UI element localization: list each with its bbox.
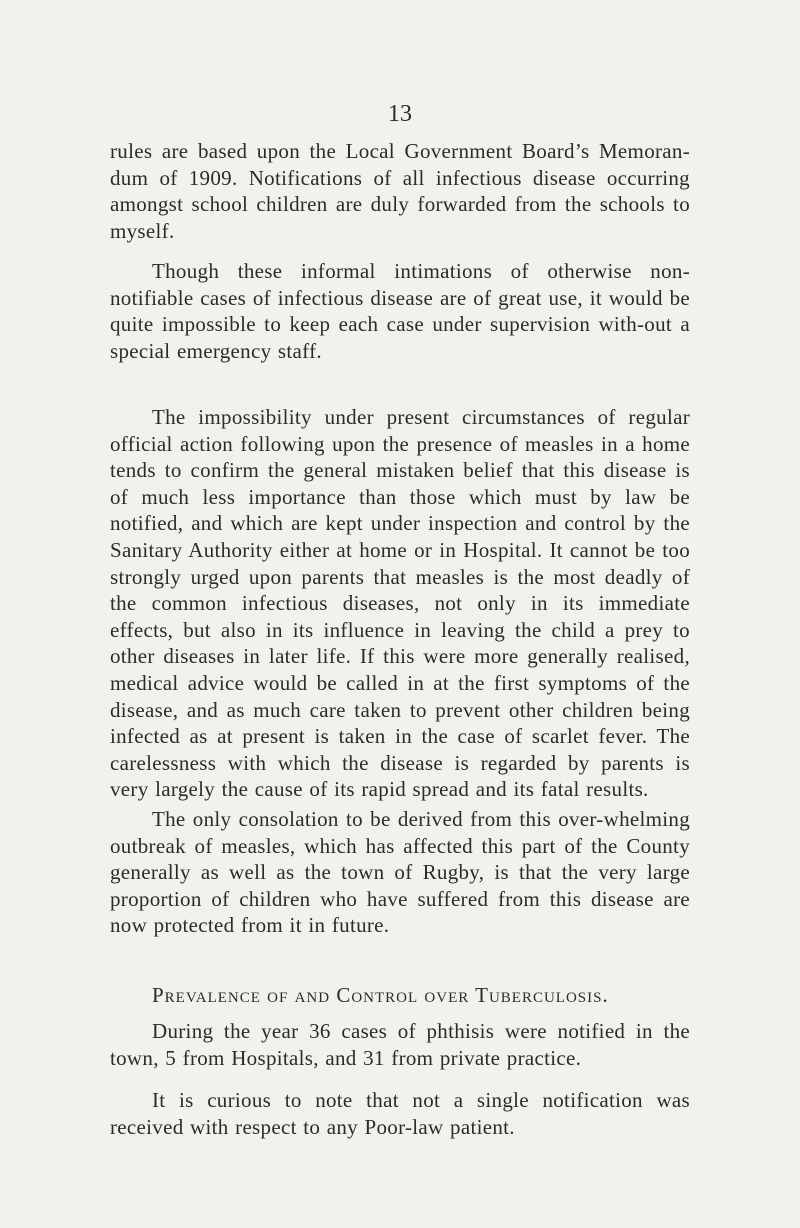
paragraph-1-text: rules are based upon the Local Government Board’s Memoran-dum of 1909. Notifications of all infectious disease occurring amongst school children are duly forwarded from the schools to myself. xyxy=(110,139,690,243)
paragraph-2 xyxy=(110,258,690,364)
paragraph-3-text: The impossibility under present circumstances of regular official action following upon the presence of measles in a home tends to confirm the general mistaken belief that this disease is of much less importance than those which must by law be notified, and which are kept under inspection and control by the Sanitary Authority either at home or in Hospital. It cannot be too strongly urged upon parents that measles is the most deadly of the common infectious diseases, not only in its immediate effects, but also in its influence in leaving the child a prey to other diseases in later life. If this were more generally realised, medical advice would be called in at the first symptoms of the disease, and as much care taken to prevent other children being infected as at present is taken in the case of scarlet fever. The carelessness with which the disease is regarded by parents is very largely the cause of its rapid spread and its fatal results. xyxy=(110,405,690,802)
paragraph-2-text: Though these informal intimations of otherwise non-notifiable cases of infectious disease are of great use, it would be quite impossible to keep each case under supervision with-out a special emergency staff. xyxy=(110,259,690,363)
paragraph-4 xyxy=(110,806,690,939)
paragraph-3 xyxy=(110,404,690,803)
paragraph-1 xyxy=(110,138,690,244)
section-heading: Prevalence of and Control over Tuberculosis. xyxy=(152,983,609,1007)
paragraph-6 xyxy=(110,1087,690,1140)
paragraph-5 xyxy=(110,1018,690,1071)
page-number: 13 xyxy=(388,101,412,127)
paragraph-6-text: It is curious to note that not a single notification was received with respect to any Poor-law patient. xyxy=(110,1088,690,1139)
paragraph-4-text: The only consolation to be derived from this over-whelming outbreak of measles, which has affected this part of the County generally as well as the town of Rugby, is that the very large proportion of children who have suffered from this disease are now protected from it in future. xyxy=(110,807,690,938)
paragraph-5-text: During the year 36 cases of phthisis were notified in the town, 5 from Hospitals, and 31 from private practice. xyxy=(110,1019,690,1070)
